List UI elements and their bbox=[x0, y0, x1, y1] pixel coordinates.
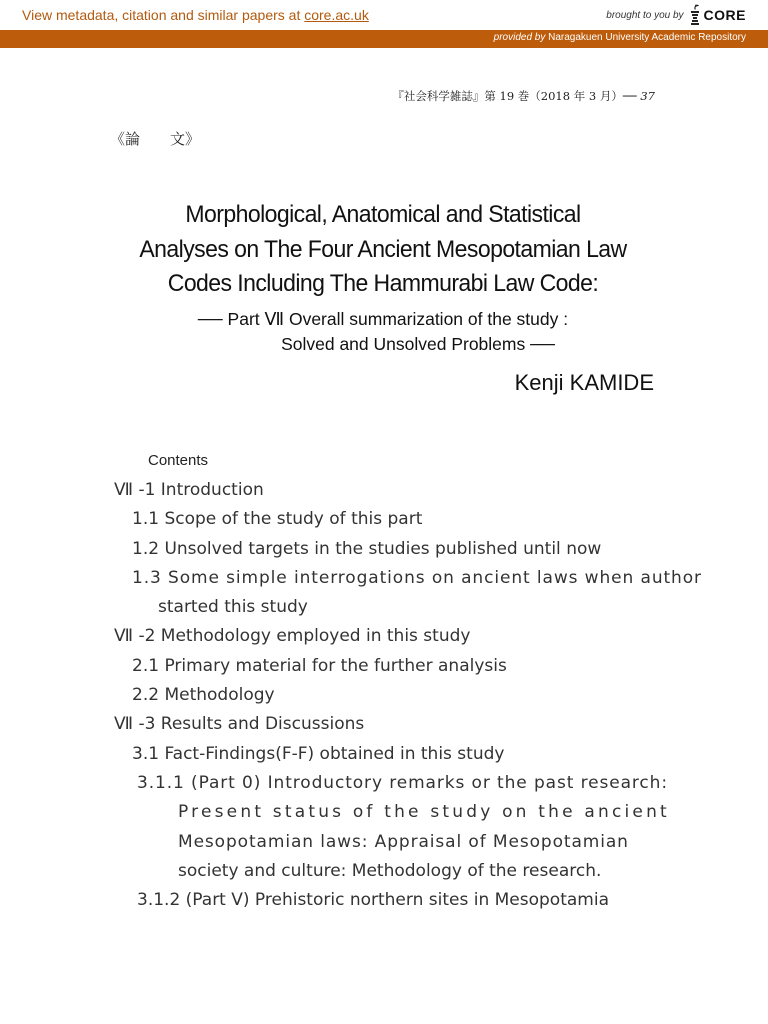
toc-entry-continued: society and culture: Methodology of the research. bbox=[178, 860, 602, 881]
article-type-label: 《論 文》 bbox=[110, 130, 201, 148]
page-number: 37 bbox=[640, 89, 655, 103]
author-name: Kenji KAMIDE bbox=[514, 370, 654, 395]
provided-by-label: provided by bbox=[493, 32, 546, 43]
journal-header bbox=[0, 88, 655, 104]
toc-entry: Ⅶ -2 Methodology employed in this study bbox=[114, 626, 471, 647]
paper-subtitle bbox=[110, 307, 656, 357]
toc-entry-continued: Mesopotamian laws: Appraisal of Mesopotamian bbox=[178, 831, 629, 852]
toc-entry: 1.2 Unsolved targets in the studies published until now bbox=[132, 538, 602, 559]
provided-by-line[interactable] bbox=[494, 32, 746, 43]
toc-entry: 1.3 Some simple interrogations on ancient laws when author bbox=[132, 567, 702, 588]
title-line: Codes Including The Hammurabi Law Code: bbox=[167, 270, 599, 297]
contents-heading: Contents bbox=[148, 452, 209, 469]
toc-entry: 3.1.2 (Part Ⅴ) Prehistoric northern sites in Mesopotamia bbox=[137, 890, 609, 911]
toc-entry: Ⅶ -3 Results and Discussions bbox=[114, 714, 365, 735]
core-banner bbox=[0, 0, 768, 31]
table-of-contents bbox=[114, 476, 702, 915]
toc-entry: Ⅶ -1 Introduction bbox=[114, 480, 264, 500]
core-apple-icon bbox=[688, 4, 702, 26]
toc-entry: 3.1.1 (Part 0) Introductory remarks or the past research: bbox=[137, 772, 668, 793]
core-view-text: View metadata, citation and similar papers at bbox=[22, 7, 305, 23]
toc-entry: 2.2 Methodology bbox=[132, 685, 275, 706]
core-logo[interactable] bbox=[688, 4, 746, 26]
title-line: Analyses on The Four Ancient Mesopotamian Law bbox=[139, 235, 627, 263]
brought-by-text: brought to you by bbox=[606, 9, 684, 21]
subtitle-line: Solved and Unsolved Problems ── bbox=[281, 334, 555, 354]
core-logo-text: CORE bbox=[703, 7, 746, 23]
toc-entry: 1.1 Scope of the study of this part bbox=[132, 509, 423, 530]
toc-entry-continued: started this study bbox=[158, 597, 308, 618]
brought-by[interactable] bbox=[606, 4, 746, 26]
toc-entry-continued: Present status of the study on the ancient bbox=[178, 802, 670, 823]
toc-entry: 3.1 Fact-Findings(F-F) obtained in this study bbox=[132, 743, 505, 764]
paper-title bbox=[121, 198, 645, 302]
title-line: Morphological, Anatomical and Statistical bbox=[185, 201, 581, 228]
subtitle-line: ── Part Ⅶ Overall summarization of the study : bbox=[197, 309, 569, 329]
core-link[interactable]: core.ac.uk bbox=[304, 7, 369, 23]
provided-by-bar bbox=[0, 30, 768, 48]
journal-citation: 『社会科学雑誌』第 19 巻（2018 年 3 月）── bbox=[392, 89, 637, 103]
toc-entry: 2.1 Primary material for the further analysis bbox=[132, 655, 507, 676]
core-metadata-line bbox=[22, 7, 369, 23]
repository-name: Naragakuen University Academic Repository bbox=[548, 32, 746, 43]
